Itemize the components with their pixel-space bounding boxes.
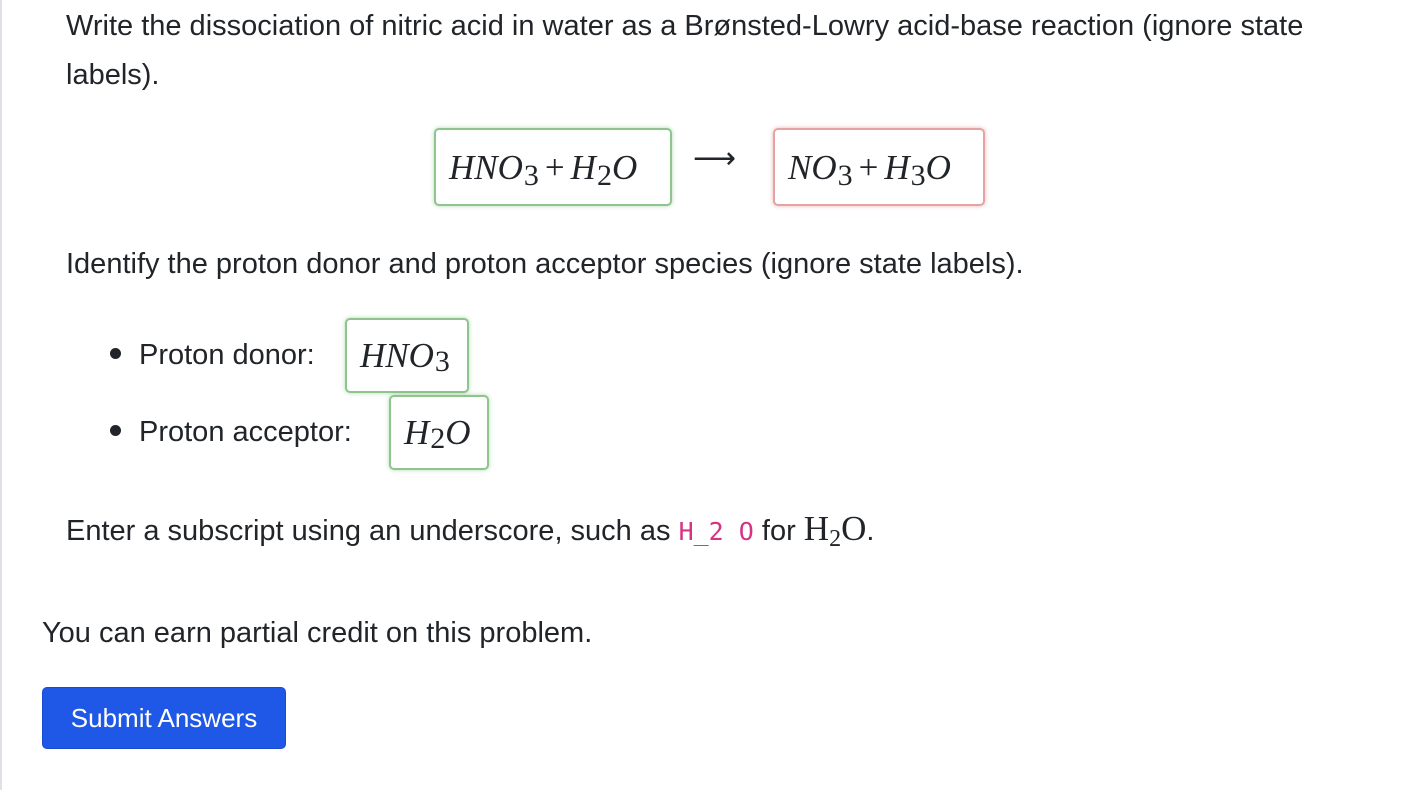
partial-credit-note: You can earn partial credit on this problem.: [42, 617, 593, 649]
plus-sign: +: [858, 147, 879, 187]
reactant-h2o: $H_2O$: [570, 147, 638, 192]
reaction-arrow-icon: ⟶: [693, 141, 737, 176]
bullet-icon: [110, 425, 121, 436]
reactants-answer-field[interactable]: [434, 128, 672, 206]
reactant-hno3: $HNO_3$: [449, 147, 539, 192]
question-intro: Write the dissociation of nitric acid in water as a Brønsted-Lowry acid-base reaction (ignore state labels).: [66, 10, 1304, 91]
left-border: [0, 0, 2, 790]
proton-acceptor-label: Proton acceptor:: [139, 416, 352, 448]
subscript-hint: Enter a subscript using an underscore, such as H_2 O for $H_2O$.: [66, 509, 875, 552]
proton-donor-label: Proton donor:: [139, 339, 315, 371]
products-answer-field[interactable]: [773, 128, 985, 206]
identify-prompt: Identify the proton donor and proton acceptor species (ignore state labels).: [66, 248, 1024, 280]
bullet-icon: [110, 348, 121, 359]
submit-answers-button[interactable]: Submit Answers: [42, 687, 286, 749]
proton-acceptor-answer-field[interactable]: H $_2$ O: [389, 395, 489, 470]
proton-donor-answer-field[interactable]: HNO $_3$: [345, 318, 469, 393]
formula-example: $H_2O$: [803, 509, 867, 552]
plus-sign: +: [544, 147, 565, 187]
code-example: H_2 O: [678, 517, 754, 546]
product-h3o: $H_3O$: [884, 147, 951, 192]
product-no3: $NO_3$: [788, 147, 853, 192]
